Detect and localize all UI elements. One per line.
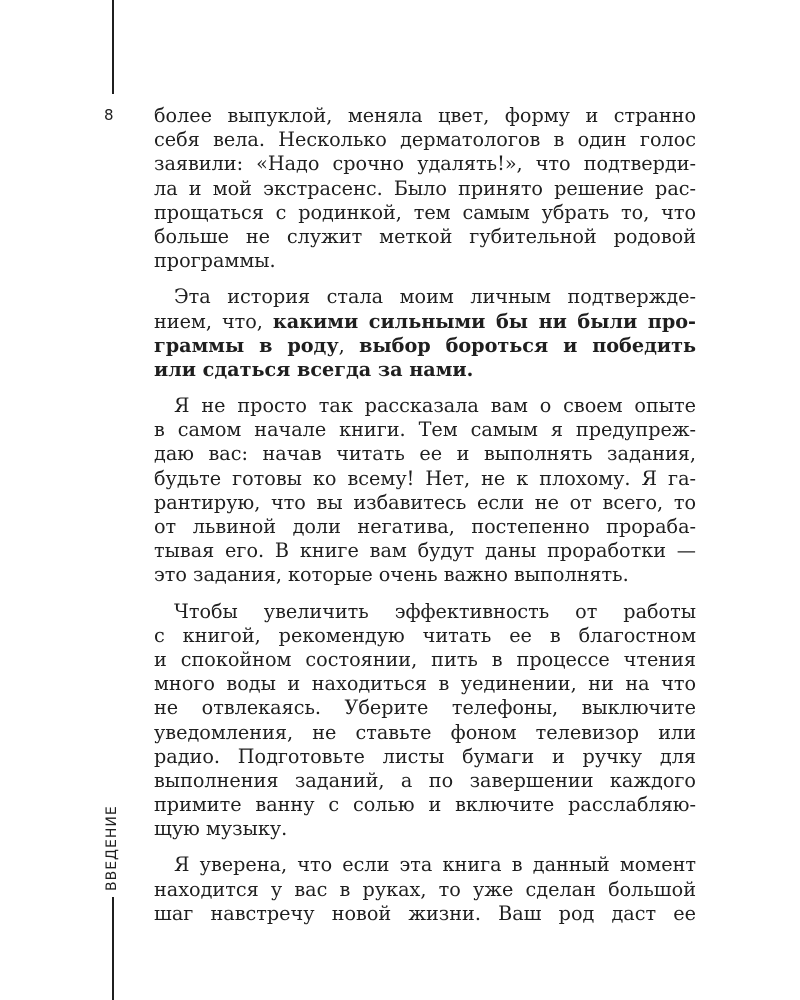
text-normal: ,	[338, 333, 360, 357]
page-number: 8	[104, 106, 114, 124]
bottom-vertical-rule	[112, 897, 114, 1000]
text-line: и спокойном состоянии, пить в процессе чтения	[154, 647, 696, 671]
text-line: щую музыку.	[154, 817, 288, 841]
text-line: не отвлекаясь. Уберите телефоны, выключите	[154, 696, 696, 720]
paragraph-2	[154, 285, 696, 382]
text-line: программы.	[154, 249, 276, 273]
text-line: радио. Подготовьте листы бумаги и ручку для	[154, 744, 696, 768]
paragraph-5	[154, 853, 696, 926]
section-label: ВВЕДЕНИЕ	[104, 805, 120, 891]
text-line: себя вела. Несколько дерматологов в один голос	[154, 128, 696, 152]
text-line: Я не просто так рассказала вам о своем опыте	[174, 394, 696, 418]
text-line: находится у вас в руках, то уже сделан большой	[154, 877, 696, 901]
top-vertical-rule	[112, 0, 114, 94]
text-line: Чтобы увеличить эффективность от работы	[174, 599, 696, 623]
text-line	[154, 310, 696, 334]
text-line: много воды и находиться в уединении, ни на что	[154, 672, 696, 696]
text-line: от львиной доли негатива, постепенно прораба-	[154, 515, 696, 538]
paragraph-1	[154, 104, 696, 273]
text-line: Эта история стала моим личным подтвержде-	[174, 285, 696, 309]
text-line: рантирую, что вы избавитесь если не от всего, то	[154, 490, 696, 514]
text-line: прощаться с родинкой, тем самым убрать то, что	[154, 200, 696, 224]
text-bold: выбор бороться и победить	[359, 333, 696, 357]
text-line: или сдаться всегда за нами.	[154, 357, 474, 381]
text-normal: нием, что,	[154, 309, 273, 333]
paragraph-4	[154, 600, 696, 842]
text-line: выполнения заданий, а по завершении каждого	[154, 768, 696, 792]
text-line: это задания, которые очень важно выполнять.	[154, 563, 629, 587]
paragraph-3	[154, 394, 696, 588]
text-line: в самом начале книги. Тем самым я предупреж-	[154, 418, 696, 442]
text-line: примите ванну с солью и включите расслабляю-	[154, 793, 696, 817]
text-line: больше не служит меткой губительной родовой	[154, 224, 696, 248]
text-bold: граммы в роду	[154, 333, 339, 357]
text-line: будьте готовы ко всему! Нет, не к плохому. Я га-	[154, 466, 696, 490]
text-line: тывая его. В книге вам будут даны проработки —	[154, 539, 696, 563]
text-line: ла и мой экстрасенс. Было принято решение рас-	[154, 176, 696, 200]
text-line: Я уверена, что если эта книга в данный момент	[174, 853, 696, 877]
text-line: шаг навстречу новой жизни. Ваш род даст ее	[154, 901, 696, 925]
text-line: с книгой, рекомендую читать ее в благостном	[154, 623, 696, 647]
text-line: даю вас: начав читать ее и выполнять задания,	[154, 442, 696, 466]
text-line: более выпуклой, меняла цвет, форму и странно	[154, 104, 696, 127]
text-line: уведомления, не ставьте фоном телевизор или	[154, 720, 696, 744]
body-text	[154, 104, 696, 926]
text-bold: какими сильными бы ни были про-	[272, 309, 697, 333]
text-line: заявили: «Надо срочно удалять!», что подтверди-	[154, 152, 696, 176]
text-line	[154, 334, 696, 358]
